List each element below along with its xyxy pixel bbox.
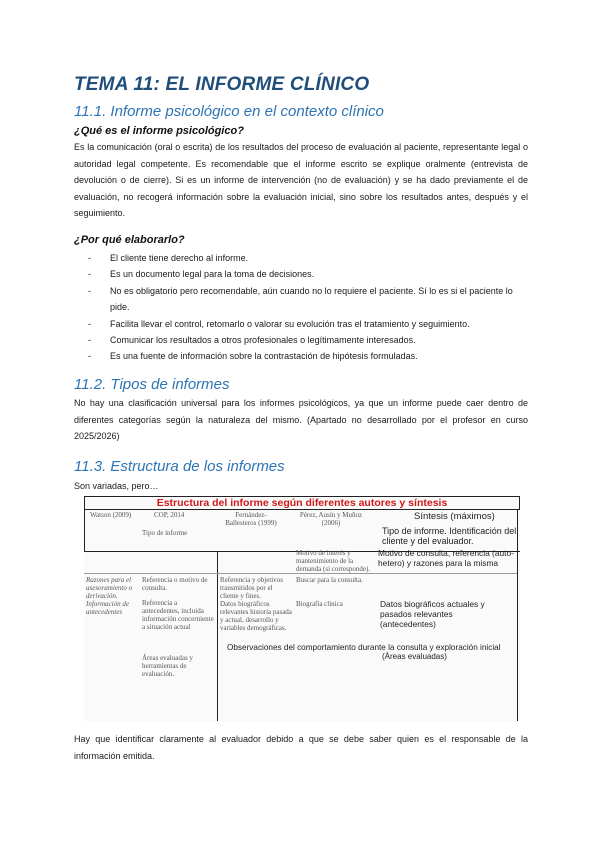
list-item: - Es un documento legal para la toma de decisiones.: [88, 266, 528, 282]
cell-cop-areas: Áreas evaluadas y herramientas de evaluación.: [142, 654, 193, 678]
cell-tipo-informe: Tipo de informe: [142, 529, 188, 537]
synth-row-2: Motivo de consulta, referencia (auto-hetero) y razones para la misma: [378, 548, 514, 568]
page-title: TEMA 11: EL INFORME CLÍNICO: [74, 74, 370, 95]
figure-rule: [84, 510, 85, 552]
list-item: - Comunicar los resultados a otros profesionales o legítimamente interesados.: [88, 332, 528, 348]
cell-cop-antecedentes: Referencia a antecedentes, incluida información concerniente a situación actual: [142, 599, 214, 631]
cell-perez-buscar: Buscar para la consulta.: [296, 576, 363, 584]
col-header-fernandez: Fernández-Ballesteros (1999): [225, 511, 277, 527]
col-header-sintesis: Síntesis (máximos): [414, 511, 495, 522]
col-header-watson: Watson (2009): [90, 511, 132, 519]
synth-row-4b: (Áreas evaluadas): [382, 652, 447, 661]
question-what-is: ¿Qué es el informe psicológico?: [74, 125, 244, 137]
figure-rule: [84, 573, 517, 574]
structure-figure: [84, 496, 520, 721]
cell-fb-referencia: Referencia y objetivos transmitidos por el cliente y fines.: [220, 576, 283, 600]
cell-perez-biografia: Biografía clínica: [296, 600, 343, 608]
cell-fb-datos: Datos biográficos relevantes historia pasada y actual, desarrollo y variables demográficas.: [220, 600, 292, 632]
paragraph-definition: Es la comunicación (oral o escrita) de los resultados del proceso de evaluación al paciente, representante legal o autoridad legal competente. Es recomendable que el informe escrito se explique oralmente (entrevista de devolución o de cierre). Si es un informe de intervención (no de evaluación) y se ha dado previamente el de evaluación, no recogerá información sobre la evaluación inicial, sino sobre los resultados antes, después y el seguimiento.: [74, 142, 528, 218]
synth-row-4: Observaciones del comportamiento durante la consulta y exploración inicial: [227, 643, 501, 652]
list-item: - Facilita llevar el control, retomarlo o valorar su evolución tras el tratamiento y seguimiento.: [88, 316, 528, 332]
section-11-1-heading: 11.1. Informe psicológico en el contexto clínico: [74, 103, 384, 120]
list-item: - No es obligatorio pero recomendable, aún cuando no lo requiere el paciente. Sí lo es si el paciente lo pide.: [88, 283, 528, 316]
paragraph-intro: Son variadas, pero…: [74, 481, 159, 491]
reasons-list: [88, 250, 528, 365]
cell-cop-referencia: Referencia o motivo de consulta.: [142, 576, 208, 592]
cell-perez-motivo: Motivo de interés y mantenimiento de la demanda (si corresponde).: [296, 549, 371, 573]
section-11-3-heading: 11.3. Estructura de los informes: [74, 458, 285, 475]
question-why: ¿Por qué elaborarlo?: [74, 234, 185, 246]
figure-title: Estructura del informe según diferentes autores y síntesis: [84, 496, 520, 510]
paragraph-outro: Hay que identificar claramente al evaluador debido a que se debe saber quien es el responsable de la información emitida.: [74, 734, 528, 761]
list-item: - Es una fuente de información sobre la contrastación de hipótesis formuladas.: [88, 348, 528, 364]
synth-row-3: Datos biográficos actuales y pasados relevantes (antecedentes): [380, 599, 485, 629]
section-11-2-heading: 11.2. Tipos de informes: [74, 376, 230, 393]
paragraph-types: No hay una clasificación universal para los informes psicológicos, ya que un informe puede caer dentro de diferentes categorías según la naturaleza del mismo. (Apartado no desarrollado por el profesor en curso 2025/2026): [74, 398, 528, 441]
col-header-perez: Pérez, Ausín y Muñoz (2006): [299, 511, 363, 527]
figure-rule: [217, 551, 218, 721]
list-item: - El cliente tiene derecho al informe.: [88, 250, 528, 266]
synth-row-1: Tipo de informe. Identificación del cliente y del evaluador.: [382, 526, 517, 546]
col-header-cop: COP, 2014: [154, 511, 185, 519]
cell-watson-razones: Razones para el asesoramiento o derivación. Información de antecedentes: [86, 576, 133, 616]
